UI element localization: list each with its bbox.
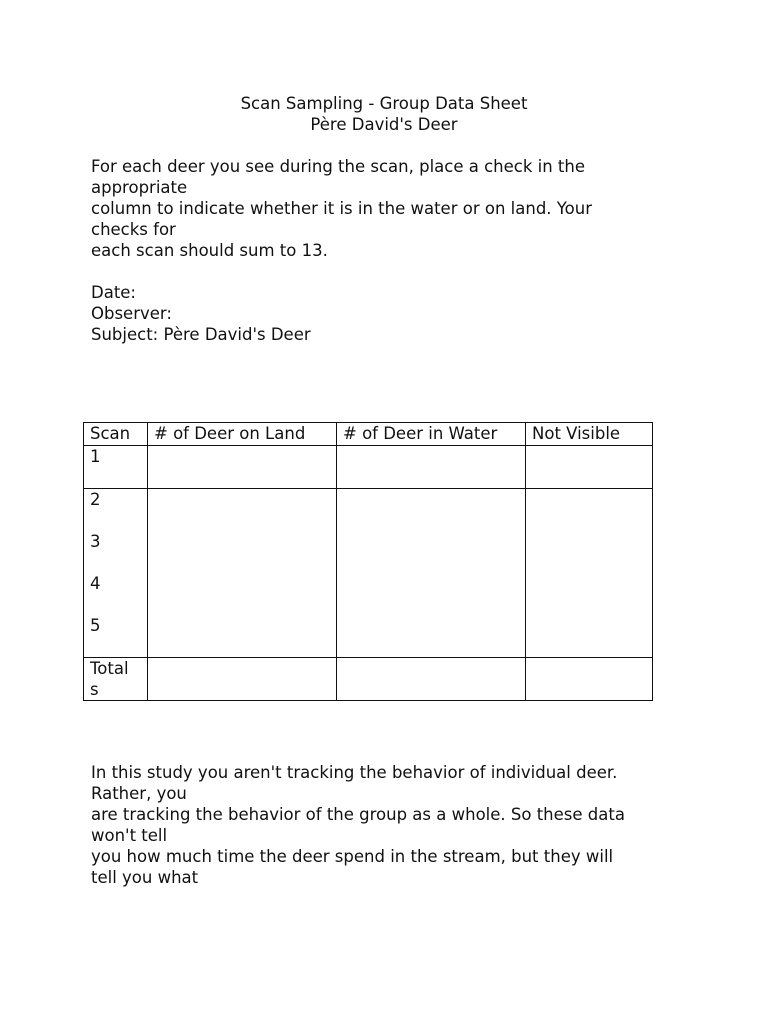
header-scan: Scan [84, 423, 148, 446]
footer-line: you how much time the deer spend in the stream, but they will [91, 847, 614, 866]
scan-label-4: 4 [90, 574, 101, 593]
header-not-visible: Not Visible [526, 423, 653, 446]
footer-line: Rather, you [91, 784, 187, 803]
land-total-cell[interactable] [148, 658, 337, 701]
subject-field: Subject: Père David's Deer [91, 325, 311, 344]
footer-line: In this study you aren't tracking the behavior of individual deer. [91, 763, 618, 782]
water-cell[interactable] [337, 446, 526, 489]
instruction-line: column to indicate whether it is in the water or on land. Your [91, 199, 593, 218]
water-total-cell[interactable] [337, 658, 526, 701]
date-field: Date: [91, 283, 136, 302]
totals-row [84, 658, 653, 701]
footer-line: are tracking the behavior of the group as a whole. So these data [91, 805, 625, 824]
header-deer-on-land: # of Deer on Land [148, 423, 337, 446]
scan-label-2: 2 [90, 490, 101, 509]
land-cell[interactable] [148, 446, 337, 489]
table-header-row [84, 423, 653, 446]
scan-label-3: 3 [90, 532, 101, 551]
footer-line: won't tell [91, 826, 168, 845]
document-subtitle: Père David's Deer [310, 115, 458, 134]
totals-label [84, 658, 148, 701]
instruction-line: For each deer you see during the scan, place a check in the [91, 157, 586, 176]
spacer [90, 510, 147, 531]
scan-data-table [83, 422, 653, 701]
water-cell[interactable] [337, 489, 526, 658]
scan-labels-2-5 [84, 489, 148, 658]
footer-line: tell you what [91, 868, 199, 887]
header-deer-in-water: # of Deer in Water [337, 423, 526, 446]
scan-label-5: 5 [90, 616, 101, 635]
not-visible-total-cell[interactable] [526, 658, 653, 701]
table-row [84, 489, 653, 658]
land-cell[interactable] [148, 489, 337, 658]
totals-label-line: Total [90, 659, 129, 678]
observer-field: Observer: [91, 304, 172, 323]
instruction-line: each scan should sum to 13. [91, 241, 328, 260]
table-row [84, 446, 653, 489]
spacer [90, 552, 147, 573]
not-visible-cell[interactable] [526, 446, 653, 489]
totals-label-line: s [90, 680, 99, 699]
spacer [90, 594, 147, 615]
document-title: Scan Sampling - Group Data Sheet [240, 94, 528, 113]
instruction-line: appropriate [91, 178, 188, 197]
not-visible-cell[interactable] [526, 489, 653, 658]
scan-label-1: 1 [84, 446, 148, 489]
instruction-line: checks for [91, 220, 176, 239]
